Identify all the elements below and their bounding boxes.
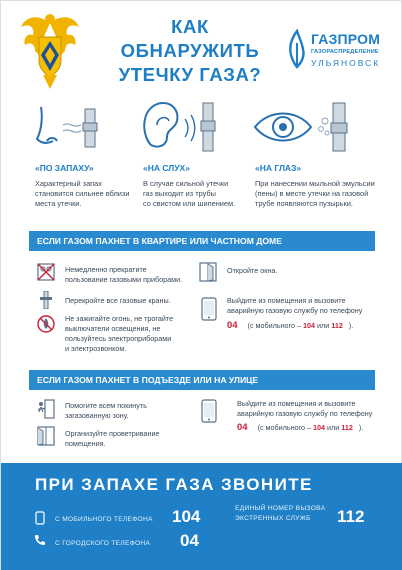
entrance-phone-line: 04 (с мобильного – 104 или 112 ). bbox=[237, 422, 364, 433]
footer-mobile-number: 104 bbox=[172, 507, 201, 526]
apartment-phone-line: 04 (с мобильного – 104 или 112 ). bbox=[227, 320, 354, 331]
sense-title-sight: «НА ГЛАЗ» bbox=[255, 163, 302, 173]
footer-landline-number: 04 bbox=[180, 531, 199, 550]
footer-landline-label: С ГОРОДСКОГО ТЕЛЕФОНА bbox=[55, 540, 151, 547]
eye-icon bbox=[253, 101, 357, 153]
no-fire-icon bbox=[37, 314, 55, 334]
emercom-emblem-icon bbox=[19, 9, 81, 91]
title-line-2: УТЕЧКУ ГАЗА? bbox=[118, 64, 262, 85]
footer-unified-label-2: ЭКСТРЕННЫХ СЛУЖБ bbox=[235, 515, 311, 522]
section-title-entrance: ЕСЛИ ГАЗОМ ПАХНЕТ В ПОДЪЕЗДЕ ИЛИ НА УЛИЦЕ bbox=[29, 370, 375, 390]
nose-icon bbox=[35, 105, 111, 151]
sense-text-hearing: В случае сильной утечки газ выходит из трубы со свистом или шипением. bbox=[143, 179, 236, 208]
footer-call-panel bbox=[1, 463, 402, 570]
title-line-1: КАК ОБНАРУЖИТЬ bbox=[120, 16, 260, 61]
ventilation-window-icon bbox=[37, 426, 55, 446]
page-title bbox=[105, 15, 275, 87]
sense-title-smell: «ПО ЗАПАХУ» bbox=[35, 163, 94, 173]
footer-unified-label-1: ЕДИНЫЙ НОМЕР ВЫЗОВА bbox=[235, 505, 326, 512]
phone-104-icon-2 bbox=[201, 399, 217, 423]
footer-mobile-label: С МОБИЛЬНОГО ТЕЛЕФОНА bbox=[55, 516, 153, 523]
apartment-step-2: Перекройте все газовые краны. bbox=[65, 296, 171, 305]
gazprom-logo bbox=[287, 29, 397, 77]
brand-name: ГАЗПРОМ bbox=[311, 31, 381, 47]
exit-door-icon bbox=[37, 399, 55, 419]
gas-valve-icon bbox=[39, 291, 53, 309]
footer-title: ПРИ ЗАПАХЕ ГАЗА ЗВОНИТЕ bbox=[35, 475, 313, 494]
mobile-phone-icon bbox=[35, 511, 45, 525]
phone-104-icon bbox=[201, 297, 217, 321]
gas-flame-icon bbox=[287, 29, 309, 69]
stove-off-icon bbox=[37, 263, 55, 281]
footer-unified-number: 112 bbox=[337, 507, 365, 526]
brand-subtitle: ГАЗОРАСПРЕДЕЛЕНИЕ bbox=[311, 49, 379, 55]
apartment-open-windows: Откройте окна. bbox=[227, 266, 278, 275]
apartment-step-3: Не зажигайте огонь, не трогайте выключатели освещения, не пользуйтесь электроприборами и электрозвонком. bbox=[65, 314, 174, 353]
landline-phone-icon bbox=[34, 534, 46, 546]
ear-icon bbox=[141, 101, 227, 153]
section-title-apartment: ЕСЛИ ГАЗОМ ПАХНЕТ В КВАРТИРЕ ИЛИ ЧАСТНОМ ДОМЕ bbox=[29, 231, 375, 251]
sense-text-smell: Характерный запах становится сильнее вблизи места утечки. bbox=[35, 179, 130, 208]
apartment-call-service: Выйдите из помещения и вызовите аварийную газовую службу по телефону bbox=[227, 296, 363, 315]
sense-text-sight: При нанесении мыльной эмульсии (пены) в месте утечки на газовой трубе появляются пузырьки. bbox=[255, 179, 375, 208]
window-icon bbox=[199, 262, 217, 282]
entrance-step-1: Помогите всем покинуть загазованную зону. bbox=[65, 401, 147, 420]
brand-city: УЛЬЯНОВСК bbox=[311, 58, 381, 68]
entrance-step-2: Организуйте проветривание помещения. bbox=[65, 429, 160, 448]
sense-title-hearing: «НА СЛУХ» bbox=[143, 163, 190, 173]
entrance-call-service: Выйдите из помещения и вызовите аварийную газовую службу по телефону bbox=[237, 399, 373, 418]
apartment-step-1: Немедленно прекратите пользование газовыми приборами. bbox=[65, 265, 183, 284]
